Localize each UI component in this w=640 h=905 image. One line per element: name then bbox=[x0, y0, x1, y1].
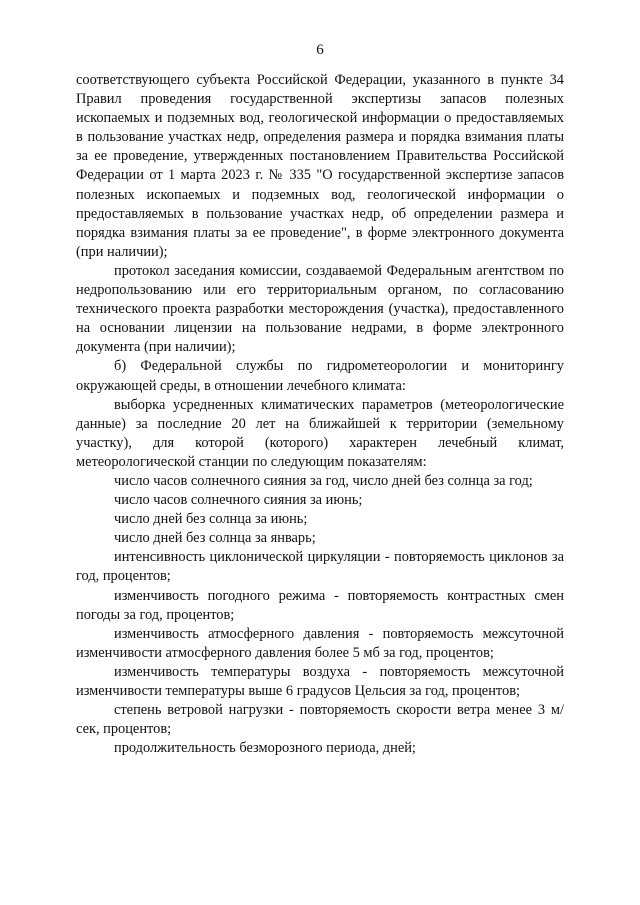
list-item: число часов солнечного сияния за июнь; bbox=[114, 492, 363, 509]
list-item: изменчивость температуры воздуха - повторяемость межсуточной изменчивости температуры выше 6 градусов Цельсия за год, процентов; bbox=[76, 663, 564, 699]
document-body bbox=[76, 71, 564, 758]
list-item: степень ветровой нагрузки - повторяемость скорости ветра менее 3 м/сек, процентов; bbox=[76, 702, 564, 738]
paragraph-climate-sample: выборка усредненных климатических параметров (метеорологические данные) за последние 20 лет на ближайшей к территории (земельному участку), для которой (которого) характерен лечебный климат, метеорологической станции по следующим показателям: bbox=[76, 396, 564, 470]
list-item: изменчивость погодного режима - повторяемость контрастных смен погоды за год, процентов; bbox=[76, 587, 564, 623]
list-item: интенсивность циклонической циркуляции - повторяемость циклонов за год, процентов; bbox=[76, 549, 564, 585]
list-item: число часов солнечного сияния за год, число дней без солнца за год; bbox=[114, 472, 533, 489]
list-item: число дней без солнца за январь; bbox=[114, 530, 316, 547]
paragraph-continuation: соответствующего субъекта Российской Федерации, указанного в пункте 34 Правил проведения государственной экспертизы запасов полезных ископаемых и подземных вод, геологической информации о предоставляемых в пользование участках недр, определения размера и порядка взимания платы за ее проведение, утвержденных постановлением Правительства Российской Федерации от 1 марта 2023 г. № 335 "О государственной экспертизе запасов полезных ископаемых и подземных вод, геологической информации о предоставляемых в пользование участках недр, об определении размера и порядка взимания платы за ее проведение", в форме электронного документа (при наличии); bbox=[76, 72, 564, 260]
page-number: 6 bbox=[316, 42, 324, 58]
list-item: число дней без солнца за июнь; bbox=[114, 511, 308, 528]
list-item: продолжительность безморозного периода, дней; bbox=[114, 740, 416, 757]
paragraph-commission-protocol: протокол заседания комиссии, создаваемой Федеральным агентством по недропользованию или его территориальным органом, по согласованию технического проекта разработки месторождения (участка), предоставленного на основании лицензии на пользование недрами, в форме электронного документа (при наличии); bbox=[76, 262, 564, 356]
list-item: изменчивость атмосферного давления - повторяемость межсуточной изменчивости атмосферного давления более 5 мб за год, процентов; bbox=[76, 625, 564, 661]
paragraph-item-b: б) Федеральной службы по гидрометеорологии и мониторингу окружающей среды, в отношении лечебного климата: bbox=[76, 358, 564, 394]
